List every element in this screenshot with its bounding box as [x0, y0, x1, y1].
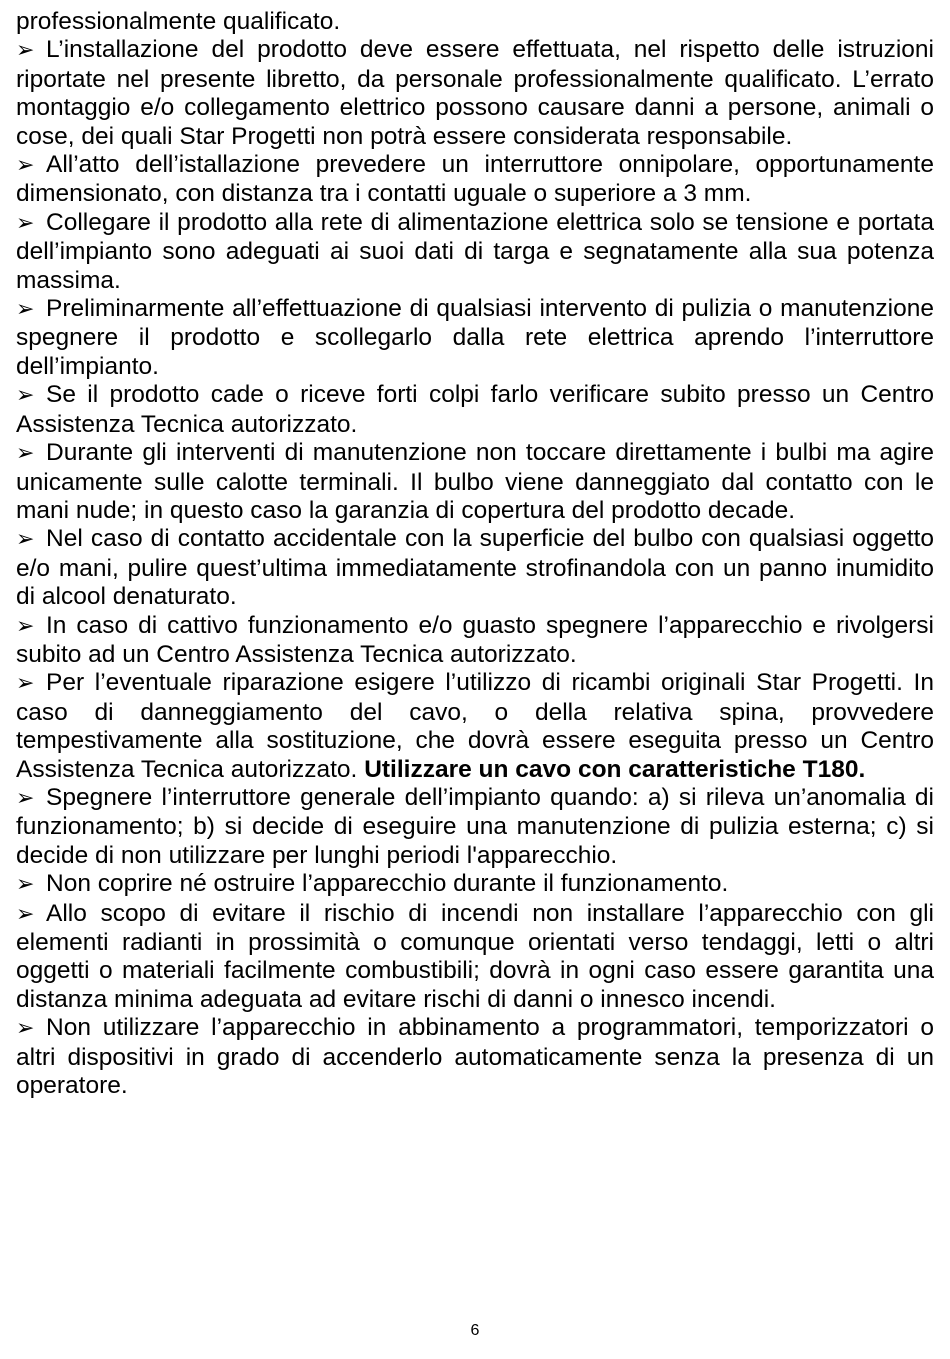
arrow-bullet-icon: ➢	[16, 38, 35, 64]
document-body	[16, 8, 934, 1100]
arrow-bullet-icon: ➢	[16, 527, 35, 553]
safety-item	[16, 381, 934, 439]
safety-item	[16, 295, 934, 381]
safety-item-text: Preliminarmente all’effettuazione di qualsiasi intervento di pulizia o manutenzione spegnere il prodotto e scollegarlo dalla rete elettrica aprendo l’interruttore dell’impianto.	[16, 295, 934, 380]
arrow-bullet-icon: ➢	[16, 901, 35, 927]
safety-item	[16, 151, 934, 209]
safety-item-text: Se il prodotto cade o riceve forti colpi farlo verificare subito presso un Centro Assistenza Tecnica autorizzato.	[16, 381, 934, 438]
arrow-bullet-icon: ➢	[16, 383, 35, 409]
safety-item-text: In caso di cattivo funzionamento e/o guasto spegnere l’apparecchio e rivolgersi subito ad un Centro Assistenza Tecnica autorizzato.	[16, 611, 934, 668]
safety-item-text: Durante gli interventi di manutenzione non toccare direttamente i bulbi ma agire unicamente sulle calotte terminali. Il bulbo viene danneggiato dal contatto con le mani nude; in questo caso la garanzia di copertura del prodotto decade.	[16, 439, 934, 524]
safety-item-text: Spegnere l’interruttore generale dell’impianto quando: a) si rileva un’anomalia di funzionamento; b) si decide di eseguire una manutenzione di pulizia esterna; c) si decide di non utilizzare per lunghi periodi l'apparecchio.	[16, 783, 934, 869]
safety-item-bold-text: Utilizzare un cavo con caratteristiche T180.	[364, 755, 866, 783]
safety-item-text: Collegare il prodotto alla rete di alimentazione elettrica solo se tensione e portata dell’impianto sono adeguati ai suoi dati di targa e segnatamente alla sua potenza massima.	[16, 208, 934, 294]
safety-item	[16, 870, 934, 899]
page-number: 6	[470, 1322, 480, 1339]
arrow-bullet-icon: ➢	[16, 671, 35, 697]
arrow-bullet-icon: ➢	[16, 613, 35, 639]
safety-item-text: All’atto dell’istallazione prevedere un interruttore onnipolare, opportunamente dimensionato, con distanza tra i contatti uguale o superiore a 3 mm.	[16, 151, 934, 208]
safety-item	[16, 209, 934, 295]
safety-item-text: L’installazione del prodotto deve essere effettuata, nel rispetto delle istruzioni riportate nel presente libretto, da personale professionalmente qualificato. L’errato montaggio e/o collegamento elettrico possono causare danni a persone, animali o cose, dei quali Star Progetti non potrà essere considerata responsabile.	[16, 36, 934, 150]
safety-item	[16, 1014, 934, 1100]
safety-item	[16, 669, 934, 784]
safety-item-text: Nel caso di contatto accidentale con la superficie del bulbo con qualsiasi oggetto e/o mani, pulire quest’ultima immediatamente strofinandola con un panno inumidito di alcool denaturato.	[16, 525, 934, 611]
safety-item-text: Allo scopo di evitare il rischio di incendi non installare l’apparecchio con gli elementi radianti in prossimità o comunque orientati verso tendaggi, letti o altri oggetti o materiali facilmente combustibili; dovrà in ogni caso essere garantita una distanza minima adeguata ad evitare rischi di danni o innesco incendi.	[16, 899, 934, 1013]
arrow-bullet-icon: ➢	[16, 153, 35, 179]
arrow-bullet-icon: ➢	[16, 297, 35, 323]
arrow-bullet-icon: ➢	[16, 785, 35, 811]
safety-item	[16, 439, 934, 525]
safety-item	[16, 784, 934, 870]
safety-item-text: Non utilizzare l’apparecchio in abbinamento a programmatori, temporizzatori o altri dispositivi in grado di accenderlo automaticamente senza la presenza di un operatore.	[16, 1014, 934, 1100]
arrow-bullet-icon: ➢	[16, 441, 35, 467]
safety-item-text: Per l’eventuale riparazione esigere l’utilizzo di ricambi originali Star Progetti. In caso di danneggiamento del cavo, o della relativa spina, provvedere tempestivamente alla sostituzione, che dovrà essere eseguita presso un Centro Assistenza Tecnica autorizzato.	[16, 669, 934, 783]
safety-item	[16, 525, 934, 611]
arrow-bullet-icon: ➢	[16, 210, 35, 236]
safety-item	[16, 36, 934, 151]
continuation-text: professionalmente qualificato.	[16, 8, 341, 35]
arrow-bullet-icon: ➢	[16, 1016, 35, 1042]
safety-item	[16, 612, 934, 670]
arrow-bullet-icon: ➢	[16, 872, 35, 898]
safety-item	[16, 900, 934, 1015]
safety-item-text: Non coprire né ostruire l’apparecchio durante il funzionamento.	[46, 870, 729, 898]
